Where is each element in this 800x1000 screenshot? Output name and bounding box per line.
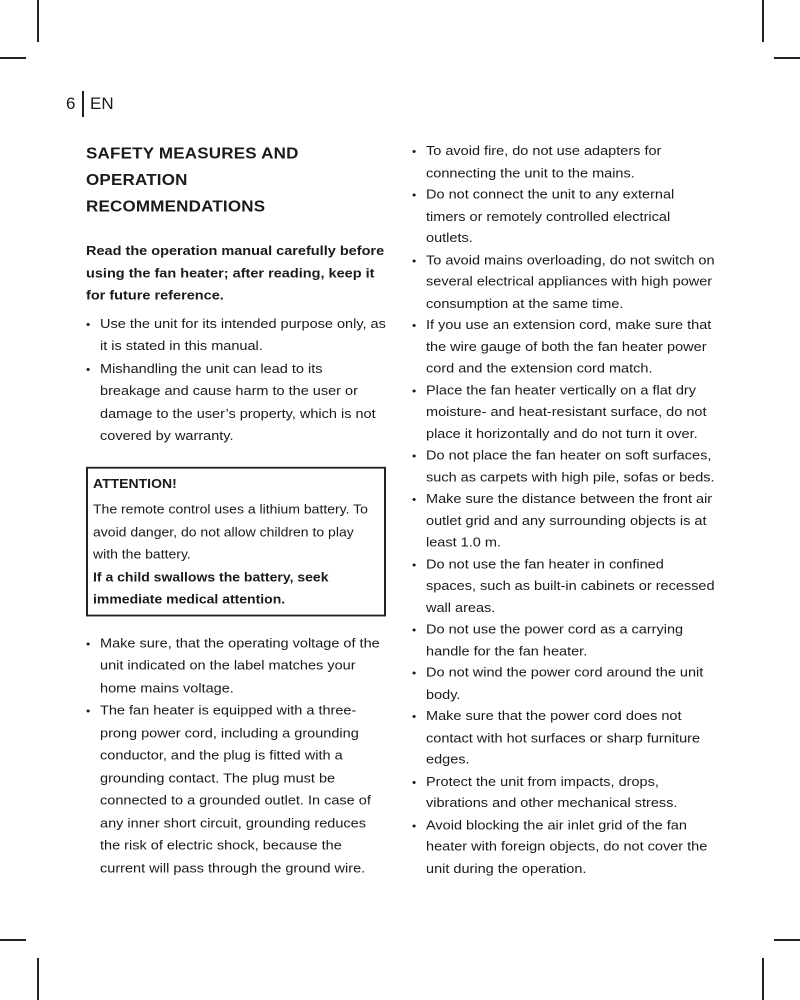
list-item: • Do not connect the unit to any external timers or remotely controlled electrical outlets. bbox=[412, 184, 717, 249]
list-item: • Make sure, that the operating voltage of the unit indicated on the label matches your home mains voltage. bbox=[86, 633, 386, 700]
list-item: • Do not use the power cord as a carrying handle for the fan heater. bbox=[412, 619, 717, 662]
list-item: • Make sure the distance between the front air outlet grid and any surrounding objects is at least 1.0 m. bbox=[412, 489, 717, 554]
page-header bbox=[66, 91, 114, 117]
crop-mark bbox=[762, 958, 764, 1000]
header-divider bbox=[82, 91, 84, 117]
list-item: • Use the unit for its intended purpose only, as it is stated in this manual. bbox=[86, 313, 386, 358]
list-item: • To avoid mains overloading, do not switch on several electrical appliances with high power consumption at the same time. bbox=[412, 250, 717, 315]
left-column bbox=[86, 140, 386, 880]
attention-title: ATTENTION! bbox=[93, 475, 177, 491]
language-code: EN bbox=[90, 94, 114, 113]
attention-warning: If a child swallows the battery, seek immediate medical attention. bbox=[93, 569, 329, 607]
list-item: • Protect the unit from impacts, drops, vibrations and other mechanical stress. bbox=[412, 771, 717, 814]
section-title-line: SAFETY MEASURES AND OPERATION bbox=[86, 144, 299, 189]
list-item: • If you use an extension cord, make sure that the wire gauge of both the fan heater power cord and the extension cord match. bbox=[412, 315, 717, 380]
crop-mark bbox=[774, 939, 800, 941]
crop-mark bbox=[37, 0, 39, 42]
section-title-line: RECOMMENDATIONS bbox=[86, 197, 266, 216]
list-item: • Do not use the fan heater in confined spaces, such as built-in cabinets or recessed wall areas. bbox=[412, 554, 717, 619]
crop-mark bbox=[774, 57, 800, 59]
lead-paragraph: Read the operation manual carefully before using the fan heater; after reading, keep it for future reference. bbox=[86, 243, 385, 304]
crop-mark bbox=[762, 0, 764, 42]
list-item: • Do not wind the power cord around the unit body. bbox=[412, 663, 717, 706]
crop-mark bbox=[0, 57, 26, 59]
attention-box bbox=[86, 466, 386, 616]
list-item: • To avoid fire, do not use adapters for connecting the unit to the mains. bbox=[412, 141, 717, 184]
crop-mark bbox=[0, 939, 26, 941]
list-item: • Mishandling the unit can lead to its breakage and cause harm to the user or damage to the user’s property, which is not covered by warranty. bbox=[86, 358, 386, 448]
page-number: 6 bbox=[66, 94, 76, 113]
list-item: • Make sure that the power cord does not contact with hot surfaces or sharp furniture edges. bbox=[412, 706, 717, 771]
list-item: • Avoid blocking the air inlet grid of the fan heater with foreign objects, do not cover the unit during the operation. bbox=[412, 815, 717, 880]
list-item: • Do not place the fan heater on soft surfaces, such as carpets with high pile, sofas or beds. bbox=[412, 445, 717, 488]
right-column bbox=[412, 141, 717, 880]
safety-list bbox=[86, 313, 386, 448]
section-title bbox=[86, 140, 386, 220]
safety-list bbox=[86, 633, 386, 880]
list-item: • The fan heater is equipped with a three-prong power cord, including a grounding conductor, and the plug is fitted with a grounding contact. The plug must be connected to a grounded outlet. In case of any inner short circuit, grounding reduces the risk of electric shock, because the current will pass through the ground wire. bbox=[86, 700, 386, 880]
attention-text: The remote control uses a lithium battery. To avoid danger, do not allow children to play with the battery. bbox=[93, 501, 368, 562]
list-item: • Place the fan heater vertically on a flat dry moisture- and heat-resistant surface, do not place it horizontally and do not turn it over. bbox=[412, 380, 717, 445]
safety-list bbox=[412, 141, 717, 880]
crop-mark bbox=[37, 958, 39, 1000]
